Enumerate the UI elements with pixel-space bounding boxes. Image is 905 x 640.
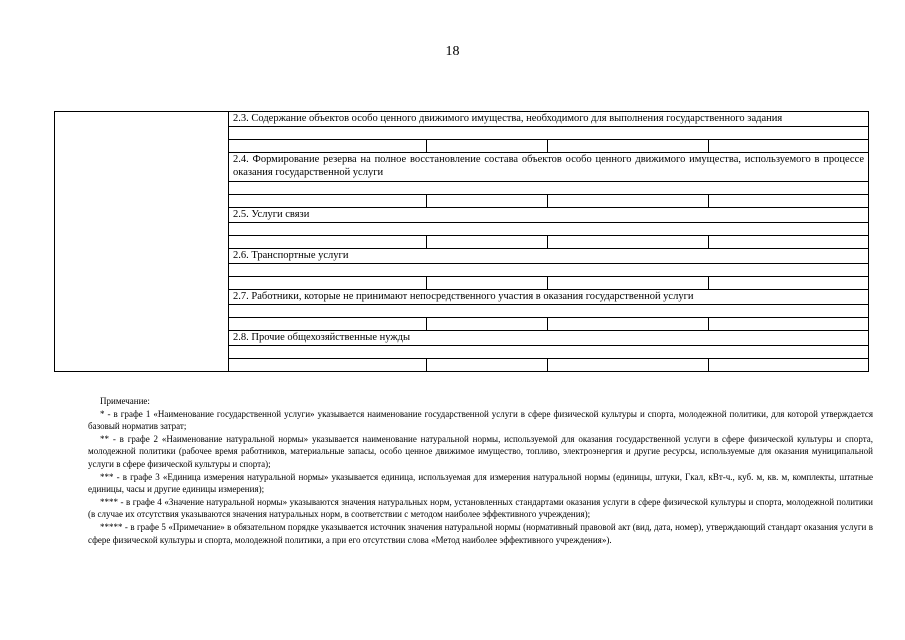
section-blank-row — [229, 305, 869, 318]
table-cell — [229, 277, 427, 290]
note-3: *** - в графе 3 «Единица измерения натуральной нормы» указывается единица, используемая для измерения натуральной нормы (единицы, штуки, Гкал, кВт-ч., куб. м, кв. м, комплекты, штатные единицы, часы и другие единицы измерения); — [88, 471, 873, 495]
section-blank-row — [229, 127, 869, 140]
notes-title: Примечание: — [100, 396, 150, 406]
table-cell — [548, 318, 709, 331]
table-cell — [548, 277, 709, 290]
table-cell — [229, 359, 427, 372]
section-heading: 2.6. Транспортные услуги — [229, 249, 869, 264]
table-cell — [548, 359, 709, 372]
table-cell — [229, 318, 427, 331]
table-cell — [427, 140, 548, 153]
section-heading: 2.5. Услуги связи — [229, 208, 869, 223]
table-cell — [709, 236, 869, 249]
norms-table — [54, 111, 869, 372]
table-cell — [709, 140, 869, 153]
table-cell — [427, 236, 548, 249]
table-cell — [709, 318, 869, 331]
section-heading: 2.8. Прочие общехозяйственные нужды — [229, 331, 869, 346]
table-cell — [548, 195, 709, 208]
service-name-column — [55, 112, 229, 372]
section-heading: 2.3. Содержание объектов особо ценного движимого имущества, необходимого для выполнения государственного задания — [229, 112, 869, 127]
table-cell — [427, 318, 548, 331]
table-cell — [229, 195, 427, 208]
section-heading: 2.7. Работники, которые не принимают непосредственного участия в оказания государственной услуги — [229, 290, 869, 305]
table-cell — [427, 359, 548, 372]
page-number: 18 — [445, 44, 460, 59]
note-1: * - в графе 1 «Наименование государственной услуги» указывается наименование государственной услуги в сфере физической культуры и спорта, молодежной политики, для которой утверждается базовый норматив затрат; — [88, 408, 873, 432]
note-5: ***** - в графе 5 «Примечание» в обязательном порядке указывается источник значения натуральной нормы (нормативный правовой акт (вид, дата, номер), утверждающий стандарт оказания услуги в сфере физической культуры и спорта, молодежной политики, а при его отсутствии слова «Метод наиболее эффективного учреждения»). — [88, 521, 873, 545]
section-blank-row — [229, 346, 869, 359]
table-cell — [229, 236, 427, 249]
section-blank-row — [229, 182, 869, 195]
table-cell — [548, 236, 709, 249]
section-blank-row — [229, 223, 869, 236]
notes-block — [88, 395, 873, 546]
table-cell — [548, 140, 709, 153]
table-cell — [229, 140, 427, 153]
table-cell — [709, 195, 869, 208]
table-cell — [709, 277, 869, 290]
section-blank-row — [229, 264, 869, 277]
note-4: **** - в графе 4 «Значение натуральной нормы» указываются значения натуральных норм, установленных стандартами оказания услуги в сфере физической культуры и спорта, молодежной политики (в случае их отсутствия указываются значения натуральных норм, в соответствии с методом наиболее эффективного учреждения); — [88, 496, 873, 520]
section-heading: 2.4. Формирование резерва на полное восстановление состава объектов особо ценного движимого имущества, используемого в процессе оказания государственной услуги — [229, 153, 869, 182]
table-cell — [427, 195, 548, 208]
note-2: ** - в графе 2 «Наименование натуральной нормы» указывается наименование натуральной нормы, используемой для оказания государственной услуги в сфере физической культуры и спорта, молодежной политики (рабочее время работников, материальные запасы, особо ценное движимое имущество, топливо, электроэнергия и другие ресурсы, используемые для оказания муниципальной услуги в сфере физической культуры и спорта); — [88, 433, 873, 469]
table-cell — [427, 277, 548, 290]
table-cell — [709, 359, 869, 372]
